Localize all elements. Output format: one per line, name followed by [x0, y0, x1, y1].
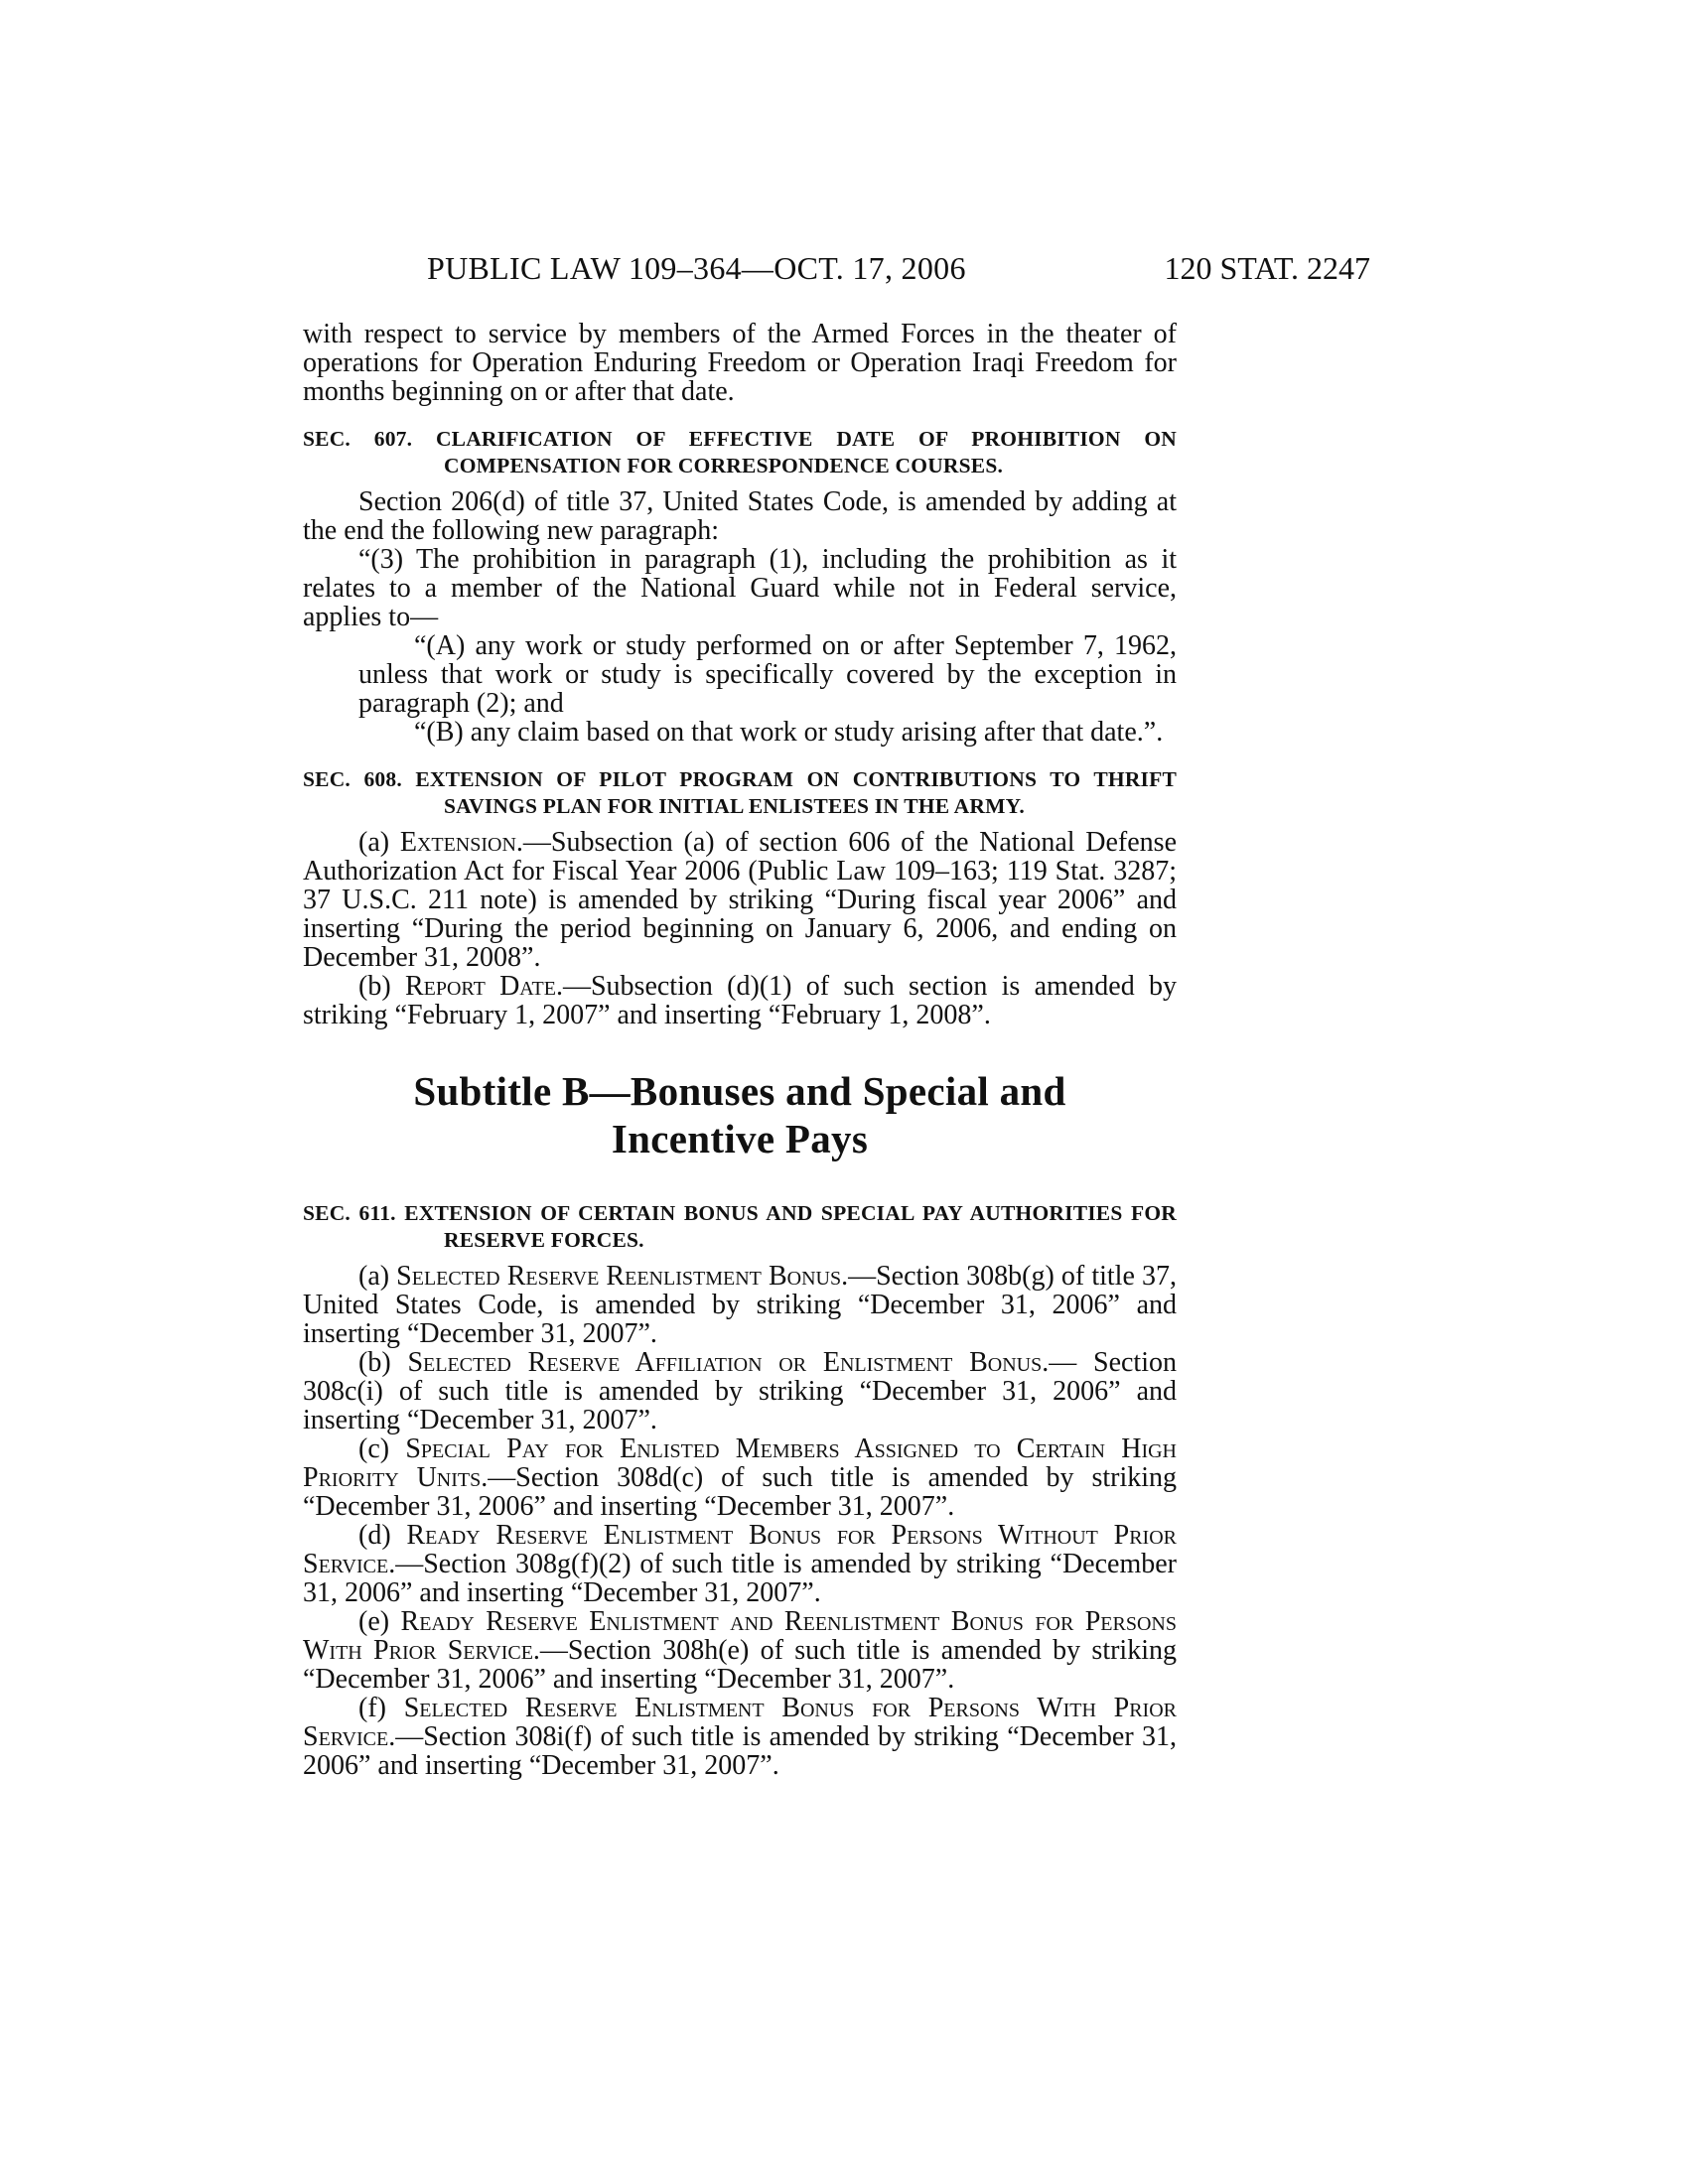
- subtitle-heading: [303, 1067, 1177, 1162]
- subsection-label: (a): [358, 1261, 397, 1292]
- subsection-caption: Selected Reserve Reenlistment Bonus: [396, 1261, 842, 1292]
- subsection-text: .—Section 308h(e) of such title is amended by striking “December 31, 2006” and inserting “December 31, 2007”.: [303, 1635, 1177, 1695]
- section-607-paragraph-1: Section 206(d) of title 37, United States Code, is amended by adding at the end the following new paragraph:: [303, 486, 1177, 546]
- subsection-caption: Extension: [399, 827, 516, 858]
- statute-page-number: 120 STAT. 2247: [1164, 250, 1370, 286]
- subsection-label: (b): [358, 1347, 408, 1378]
- subtitle-line-2: Incentive Pays: [611, 1116, 869, 1161]
- subsection-label: (c): [358, 1433, 406, 1464]
- subsection-label: (b): [358, 971, 405, 1002]
- section-611-subsection-b: [303, 1348, 1177, 1434]
- subsection-text: .—Section 308i(f) of such title is amended by striking “December 31, 2006” and inserting “December 31, 2007”.: [303, 1721, 1177, 1781]
- section-611-subsection-c: [303, 1434, 1177, 1521]
- subsection-text: .—Section 308d(c) of such title is amended by striking “December 31, 2006” and inserting “December 31, 2007”.: [303, 1462, 1177, 1522]
- subsection-label: (e): [358, 1606, 401, 1637]
- section-608-heading: SEC. 608. EXTENSION OF PILOT PROGRAM ON CONTRIBUTIONS TO THRIFT SAVINGS PLAN FOR INITIAL ENLISTEES IN THE ARMY.: [303, 767, 1177, 818]
- subsection-caption: Report Date: [404, 971, 556, 1002]
- intro-paragraph: with respect to service by members of the Armed Forces in the theater of operations for Operation Enduring Freedom or Operation Iraqi Freedom for months beginning on or after that date.: [303, 319, 1177, 407]
- section-611-subsection-a: [303, 1262, 1177, 1348]
- subsection-text: .— Section 308c(i) of such title is amended by striking “December 31, 2006” and inserting “December 31, 2007”.: [303, 1347, 1177, 1435]
- document-body: [303, 320, 1177, 1780]
- section-607-heading: SEC. 607. CLARIFICATION OF EFFECTIVE DATE OF PROHIBITION ON COMPENSATION FOR CORRESPONDENCE COURSES.: [303, 427, 1177, 478]
- subsection-text: .—Subsection (a) of section 606 of the National Defense Authorization Act for Fiscal Year 2006 (Public Law 109–163; 119 Stat. 3287; 37 U.S.C. 211 note) is amended by striking “During fiscal year 2006” and inserting “During the period beginning on January 6, 2006, and ending on December 31, 2008”.: [303, 827, 1178, 973]
- subsection-caption: Ready Reserve Enlistment Bonus for Persons Without Prior Service: [303, 1520, 1177, 1579]
- section-607-paragraph-2: “(3) The prohibition in paragraph (1), including the prohibition as it relates to a member of the National Guard while not in Federal service, applies to—: [303, 544, 1177, 632]
- subsection-caption: Selected Reserve Affiliation or Enlistment Bonus: [407, 1347, 1043, 1378]
- subsection-text: .—Subsection (d)(1) of such section is amended by striking “February 1, 2007” and inserting “February 1, 2008”.: [303, 971, 1178, 1030]
- subsection-label: (f): [358, 1693, 404, 1723]
- section-607-subparagraph-a: “(A) any work or study performed on or after September 7, 1962, unless that work or study is specifically covered by the exception in paragraph (2); and: [358, 630, 1177, 719]
- section-611-subsection-d: [303, 1521, 1177, 1607]
- section-611-subsection-e: [303, 1607, 1177, 1694]
- page-header: [427, 250, 1370, 290]
- subsection-caption: Ready Reserve Enlistment and Reenlistment Bonus for Persons With Prior Service: [303, 1606, 1177, 1666]
- running-header-title: PUBLIC LAW 109–364—OCT. 17, 2006: [427, 250, 966, 286]
- subsection-label: (d): [358, 1520, 407, 1551]
- subsection-caption: Special Pay for Enlisted Members Assigned to Certain High Priority Units: [303, 1433, 1177, 1493]
- section-608-subsection-b: [303, 972, 1177, 1029]
- subsection-label: (a): [358, 827, 400, 858]
- subtitle-line-1: Subtitle B—Bonuses and Special and: [413, 1068, 1066, 1114]
- section-611-heading: SEC. 611. EXTENSION OF CERTAIN BONUS AND SPECIAL PAY AUTHORITIES FOR RESERVE FORCES.: [303, 1201, 1177, 1252]
- section-611-subsection-f: [303, 1694, 1177, 1780]
- section-608-subsection-a: [303, 828, 1177, 972]
- subsection-caption: Selected Reserve Enlistment Bonus for Persons With Prior Service: [303, 1693, 1177, 1752]
- subsection-text: .—Section 308g(f)(2) of such title is amended by striking “December 31, 2006” and inserting “December 31, 2007”.: [303, 1549, 1177, 1608]
- section-607-subparagraph-b: “(B) any claim based on that work or study arising after that date.”.: [414, 717, 1164, 748]
- subsection-text: .—Section 308b(g) of title 37, United States Code, is amended by striking “December 31, 2006” and inserting “December 31, 2007”.: [303, 1261, 1177, 1349]
